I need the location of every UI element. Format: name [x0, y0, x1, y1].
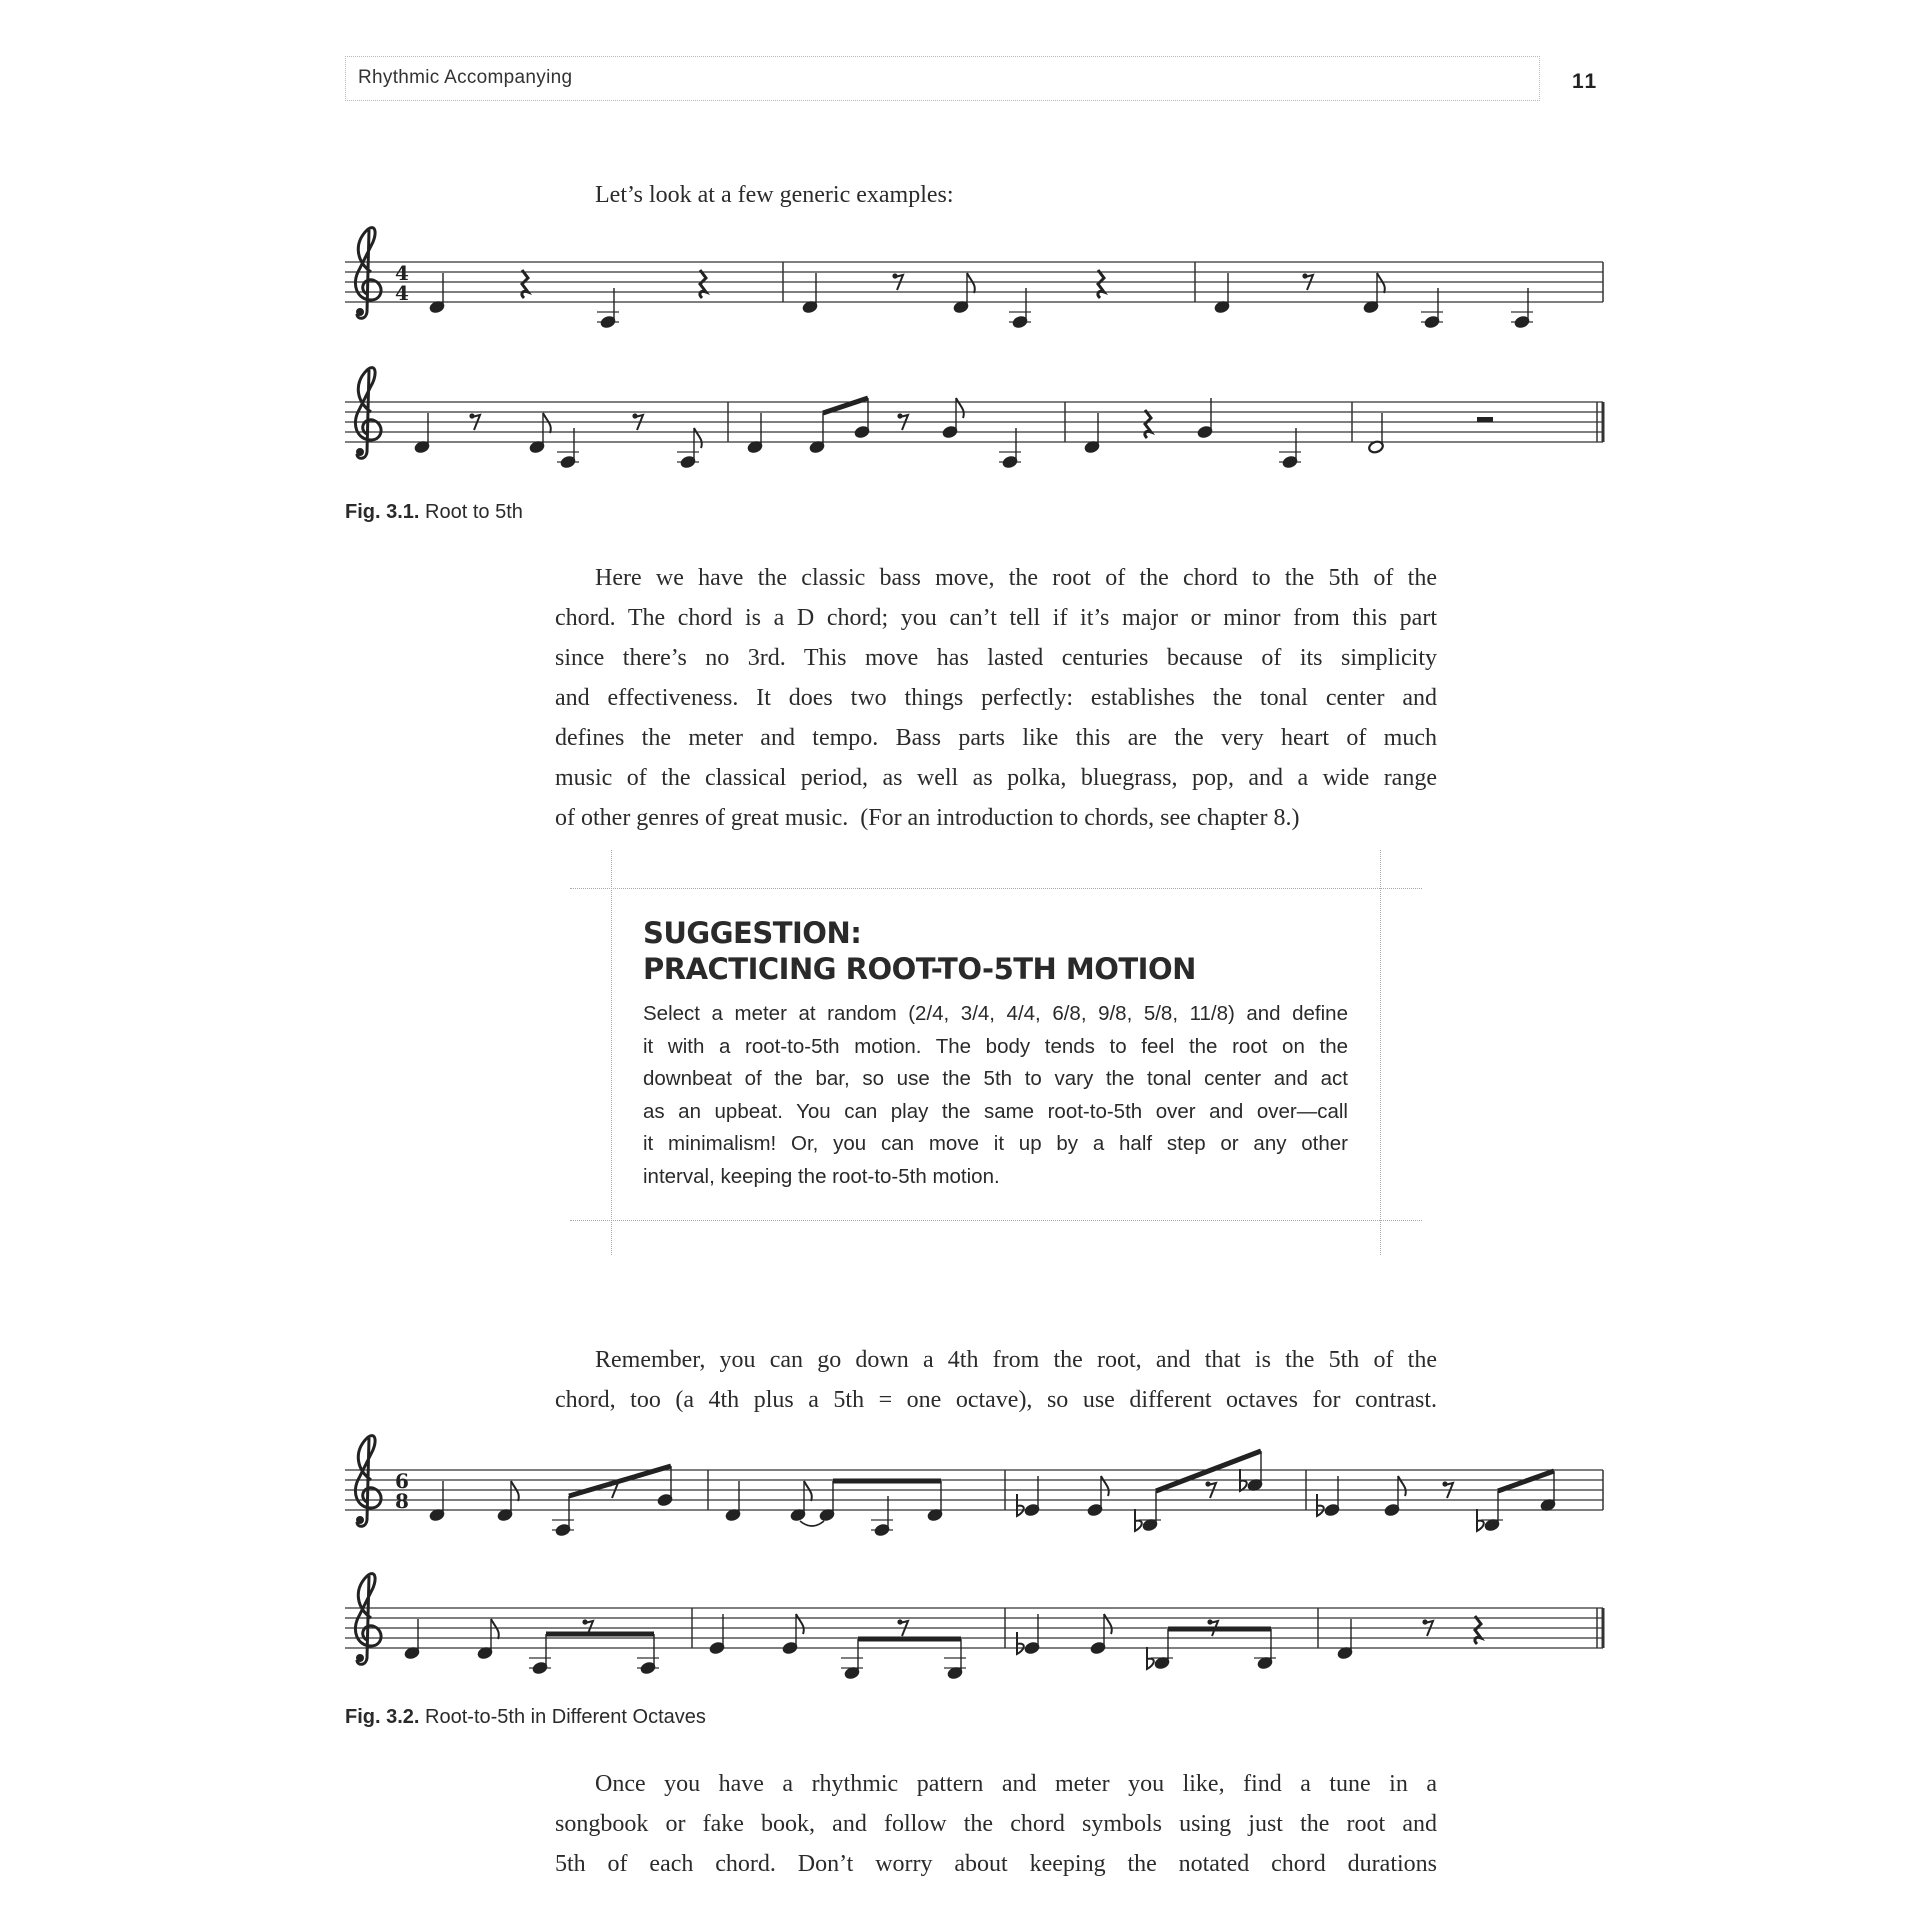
- note-flag: [956, 398, 964, 418]
- suggestion-line: it minimalism! Or, you can move it up by a half step or any other: [643, 1132, 1348, 1155]
- figure-2-title: Root-to-5th in Different Octaves: [425, 1706, 706, 1728]
- time-signature-bottom: 8: [395, 1489, 409, 1513]
- figure-2-caption: [345, 1706, 706, 1729]
- note-flag: [491, 1619, 499, 1639]
- paragraph-2: [555, 1340, 1437, 1420]
- paragraph-line: music of the classical period, as well as polka, bluegrass, pop, and a wide range: [555, 765, 1437, 791]
- quarter-rest-icon: [700, 270, 706, 298]
- page-number: 11: [1572, 70, 1599, 93]
- paragraph-line: chord, too (a 4th plus a 5th = one octave), so use different octaves for contrast.: [555, 1387, 1437, 1413]
- figure-1-label: Fig. 3.1.: [345, 501, 420, 523]
- suggestion-line: downbeat of the bar, so use the 5th to vary the tonal center and act: [643, 1067, 1348, 1090]
- suggestion-heading-label: SUGGESTION:: [643, 916, 862, 950]
- paragraph-line: of other genres of great music. (For an introduction to chords, see chapter 8.): [555, 805, 1300, 831]
- flat-icon: [1017, 1632, 1024, 1654]
- suggestion-line: interval, keeping the root-to-5th motion.: [643, 1164, 1000, 1188]
- note-flag: [804, 1481, 812, 1501]
- sidebar-rule-bottom: [570, 1220, 1422, 1221]
- note-flag: [1377, 273, 1385, 293]
- paragraph-1: [555, 558, 1437, 838]
- suggestion-body: [643, 998, 1348, 1193]
- note-flag: [511, 1481, 519, 1501]
- flat-icon: [1317, 1494, 1324, 1516]
- paragraph-line: Remember, you can go down a 4th from the root, and that is the 5th of the: [595, 1347, 1437, 1373]
- sidebar-rule-top: [570, 888, 1422, 889]
- note-flag: [694, 428, 702, 448]
- note-beam: [823, 398, 868, 413]
- paragraph-line: Here we have the classic bass move, the root of the chord to the 5th of the: [595, 565, 1437, 591]
- sidebar-rule-left: [611, 850, 612, 1255]
- paragraph-line: chord. The chord is a D chord; you can’t tell if it’s major or minor from this part: [555, 605, 1437, 631]
- figure-1-title: Root to 5th: [425, 501, 523, 523]
- figure-1-caption: [345, 501, 523, 524]
- paragraph-line: since there’s no 3rd. This move has lasted centuries because of its simplicity: [555, 645, 1437, 671]
- suggestion-line: Select a meter at random (2/4, 3/4, 4/4, 6/8, 9/8, 5/8, 11/8) and define: [643, 1002, 1348, 1025]
- treble-clef-icon: [355, 368, 381, 459]
- time-signature-top: 6: [395, 1469, 409, 1493]
- paragraph-line: and effectiveness. It does two things perfectly: establishes the tonal center and: [555, 685, 1437, 711]
- sidebar-rule-right: [1380, 850, 1381, 1255]
- quarter-rest-icon: [1475, 1616, 1481, 1644]
- suggestion-line: as an upbeat. You can play the same root-to-5th over and over—call: [643, 1099, 1348, 1123]
- note-flag: [1104, 1614, 1112, 1634]
- paragraph-line: Once you have a rhythmic pattern and meter you like, find a tune in a: [595, 1771, 1437, 1797]
- running-header-title: Rhythmic Accompanying: [358, 67, 573, 88]
- quarter-rest-icon: [1145, 410, 1151, 438]
- note-flag: [1398, 1476, 1406, 1496]
- figure-2-label: Fig. 3.2.: [345, 1706, 420, 1728]
- time-signature-top: 4: [395, 261, 409, 285]
- half-rest-icon: [1477, 417, 1493, 422]
- suggestion-line: it with a root-to-5th motion. The body tends to feel the root on the: [643, 1034, 1348, 1058]
- note-flag: [967, 273, 975, 293]
- note-flag: [543, 413, 551, 433]
- paragraph-line: defines the meter and tempo. Bass parts like this are the very heart of much: [555, 725, 1437, 751]
- treble-clef-icon: [355, 228, 381, 319]
- note-flag: [1101, 1476, 1109, 1496]
- treble-clef-icon: [355, 1436, 381, 1527]
- quarter-rest-icon: [1098, 270, 1104, 298]
- intro-text: Let’s look at a few generic examples:: [595, 182, 954, 208]
- flat-icon: [1017, 1494, 1024, 1516]
- note-beam: [1498, 1471, 1554, 1491]
- suggestion-heading-title: PRACTICING ROOT-TO-5TH MOTION: [643, 952, 1196, 986]
- treble-clef-icon: [355, 1574, 381, 1665]
- tie: [800, 1521, 824, 1526]
- note-flag: [796, 1614, 804, 1634]
- paragraph-line: songbook or fake book, and follow the chord symbols using just the root and: [555, 1811, 1437, 1837]
- paragraph-line: 5th of each chord. Don’t worry about keeping the notated chord durations: [555, 1851, 1437, 1877]
- time-signature-bottom: 4: [395, 281, 409, 305]
- paragraph-3: [555, 1764, 1437, 1884]
- quarter-rest-icon: [522, 270, 528, 298]
